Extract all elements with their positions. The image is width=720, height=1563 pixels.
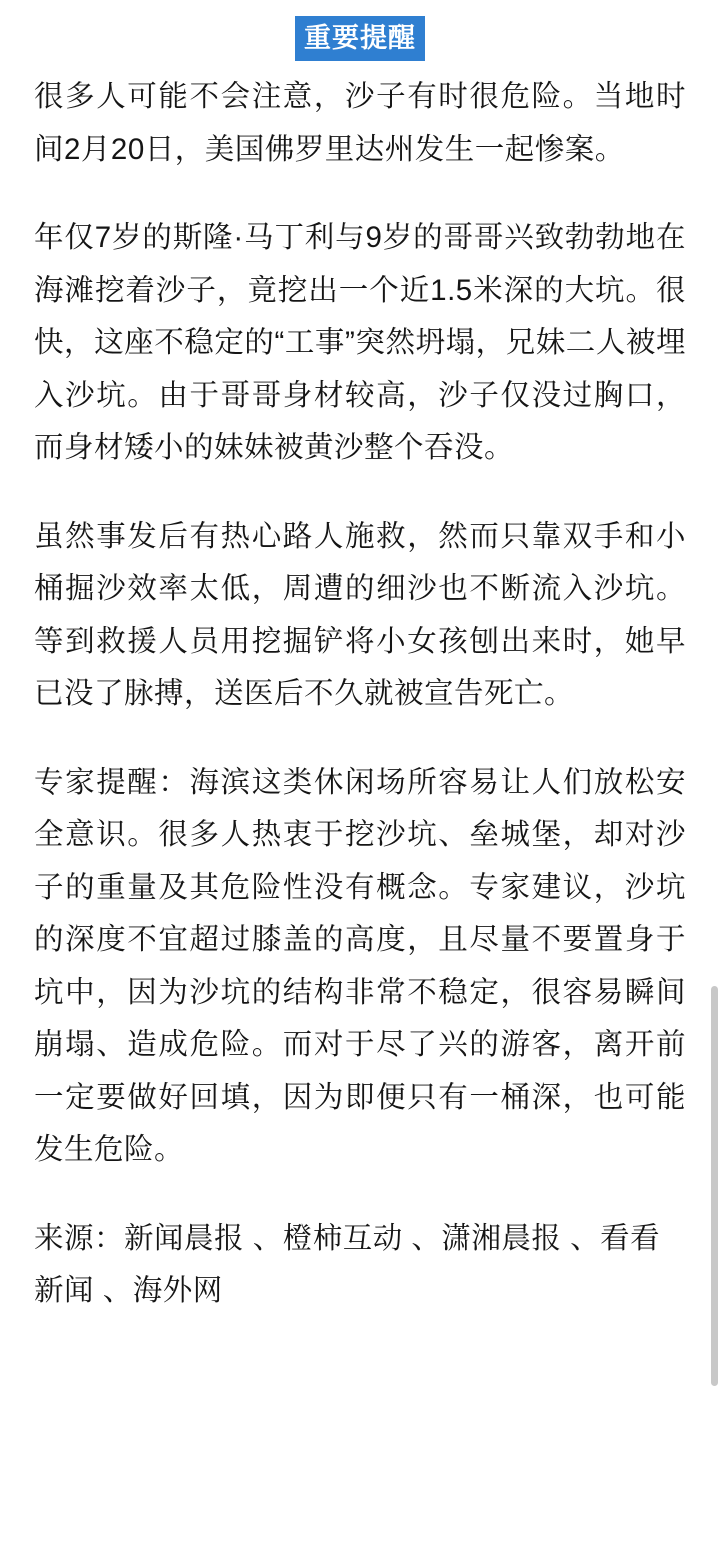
article-paragraph-1: 很多人可能不会注意，沙子有时很危险。当地时间2月20日，美国佛罗里达州发生一起惨案。 bbox=[34, 80, 686, 166]
article-paragraph-2: 年仅7岁的斯隆·马丁利与9岁的哥哥兴致勃勃地在海滩挖着沙子，竟挖出一个近1.5米深的大坑。很快，这座不稳定的“工事”突然坍塌，兄妹二人被埋入沙坑。由于哥哥身材较高，沙子仅没过胸口，而身材矮小的妹妹被黄沙整个吞没。 bbox=[34, 221, 686, 465]
headline-badge: 重要提醒 bbox=[295, 16, 425, 61]
page-scrollbar-thumb[interactable] bbox=[711, 986, 718, 1386]
article-paragraph-4: 专家提醒：海滨这类休闲场所容易让人们放松安全意识。很多人热衷于挖沙坑、垒城堡，却对沙子的重量及其危险性没有概念。专家建议，沙坑的深度不宜超过膝盖的高度，且尽量不要置身于坑中，因为沙坑的结构非常不稳定，很容易瞬间崩塌、造成危险。而对于尽了兴的游客，离开前一定要做好回填，因为即便只有一桶深，也可能发生危险。 bbox=[34, 765, 686, 1167]
article-paragraph-3: 虽然事发后有热心路人施救，然而只靠双手和小桶掘沙效率太低，周遭的细沙也不断流入沙坑。等到救援人员用挖掘铲将小女孩刨出来时，她早已没了脉搏，送医后不久就被宣告死亡。 bbox=[34, 519, 686, 711]
page-scrollbar[interactable] bbox=[709, 0, 720, 1563]
headline-container bbox=[34, 0, 686, 71]
article-source-line: 来源：新闻晨报 、橙柿互动 、潇湘晨报 、看看新闻 、海外网 bbox=[34, 1221, 661, 1308]
